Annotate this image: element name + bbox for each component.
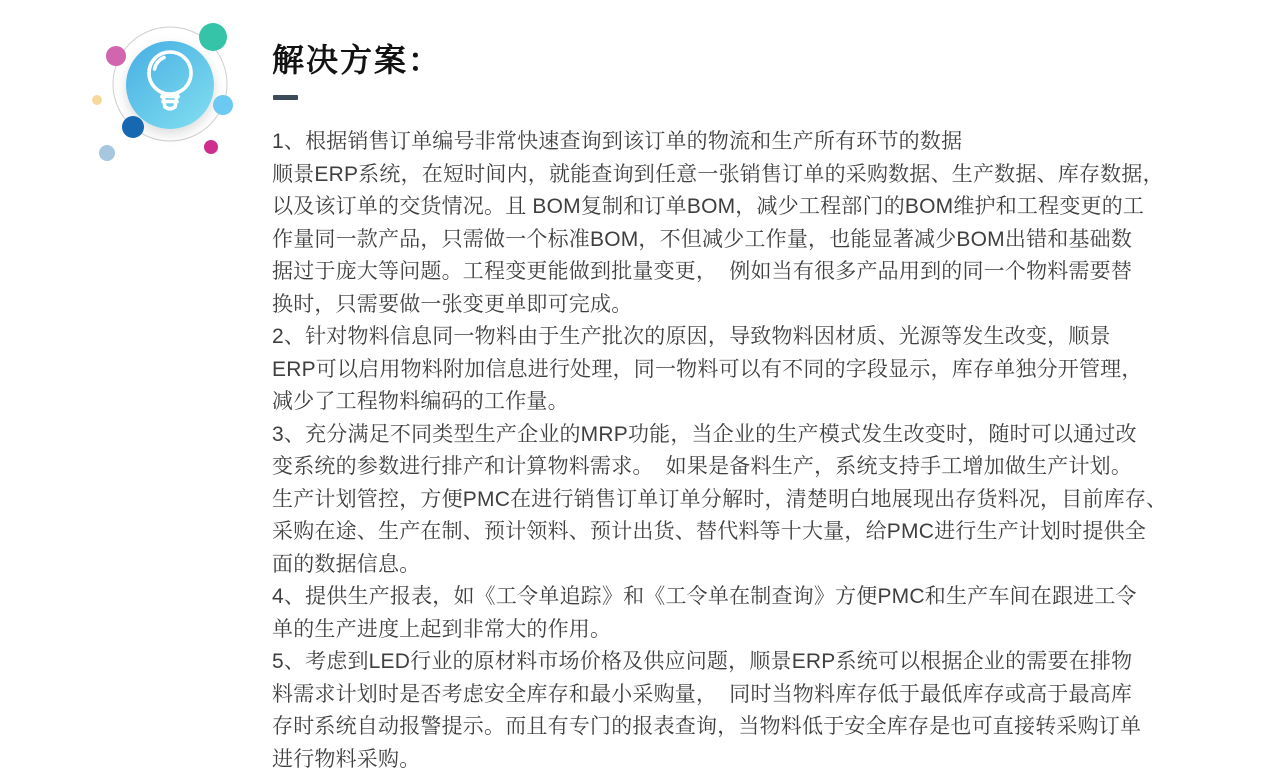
text-line: 顺景ERP系统，在短时间内，就能查询到任意一张销售订单的采购数据、生产数据、库存数据， [272, 162, 1164, 186]
teal-dot-icon [199, 23, 227, 51]
text-line: 面的数据信息。 [272, 552, 421, 576]
text-line: 5、考虑到LED行业的原材料市场价格及供应问题，顺景ERP系统可以根据企业的需要在排物 [272, 650, 1133, 673]
pink-dot-icon [106, 46, 126, 66]
text-line: 据过于庞大等问题。工程变更能做到批量变更， 例如当有很多产品用到的同一个物料需要替 [272, 260, 1133, 283]
lightbulb-icon [80, 0, 255, 190]
text-line: 减少了工程物料编码的工作量。 [272, 390, 569, 413]
page-title: 解决方案： [272, 42, 443, 78]
text-line: 生产计划管控，方便PMC在进行销售订单订单分解时，清楚明白地展现出存货料况，目前库存、 [272, 487, 1168, 511]
magenta-dot-icon [204, 140, 218, 154]
text-line: 换时，只需要做一张变更单即可完成。 [272, 292, 633, 316]
text-line: 变系统的参数进行排产和计算物料需求。 如果是备料生产，系统支持手工增加做生产计划。 [272, 455, 1133, 478]
text-line: 4、提供生产报表，如《工令单追踪》和《工令单在制查询》方便PMC和生产车间在跟进工令 [272, 585, 1137, 608]
title-underline [273, 95, 298, 100]
text-line: 单的生产进度上起到非常大的作用。 [272, 617, 612, 641]
sky-blue-dot-icon [213, 95, 233, 115]
badge-circle [126, 41, 214, 129]
text-line: 存时系统自动报警提示。而且有专门的报表查询，当物料低于安全库存是也可直接转采购订单 [272, 715, 1142, 738]
text-line: 1、根据销售订单编号非常快速查询到该订单的物流和生产所有环节的数据 [272, 130, 963, 153]
text-line: 料需求计划时是否考虑安全库存和最小采购量， 同时当物料库存低于最低库存或高于最高库 [272, 682, 1133, 706]
text-line: 3、充分满足不同类型生产企业的MRP功能，当企业的生产模式发生改变时，随时可以通过改 [272, 422, 1137, 446]
yellow-dot-icon [92, 95, 102, 105]
dark-blue-dot-icon [122, 116, 144, 138]
text-line: 以及该订单的交货情况。且 BOM复制和订单BOM，减少工程部门的BOM维护和工程变更的工 [272, 195, 1145, 218]
text-line: 2、针对物料信息同一物料由于生产批次的原因，导致物料因材质、光源等发生改变，顺景 [272, 325, 1111, 348]
text-line: 采购在途、生产在制、预计领料、预计出货、替代料等十大量，给PMC进行生产计划时提供全 [272, 520, 1147, 543]
solution-text [272, 126, 1217, 776]
steel-blue-dot-icon [99, 145, 115, 161]
text-line: 进行物料采购。 [272, 747, 421, 771]
text-line: ERP可以启用物料附加信息进行处理，同一物料可以有不同的字段显示，库存单独分开管理， [272, 357, 1143, 381]
text-line: 作量同一款产品，只需做一个标准BOM，不但减少工作量，也能显著减少BOM出错和基础数 [272, 227, 1133, 251]
